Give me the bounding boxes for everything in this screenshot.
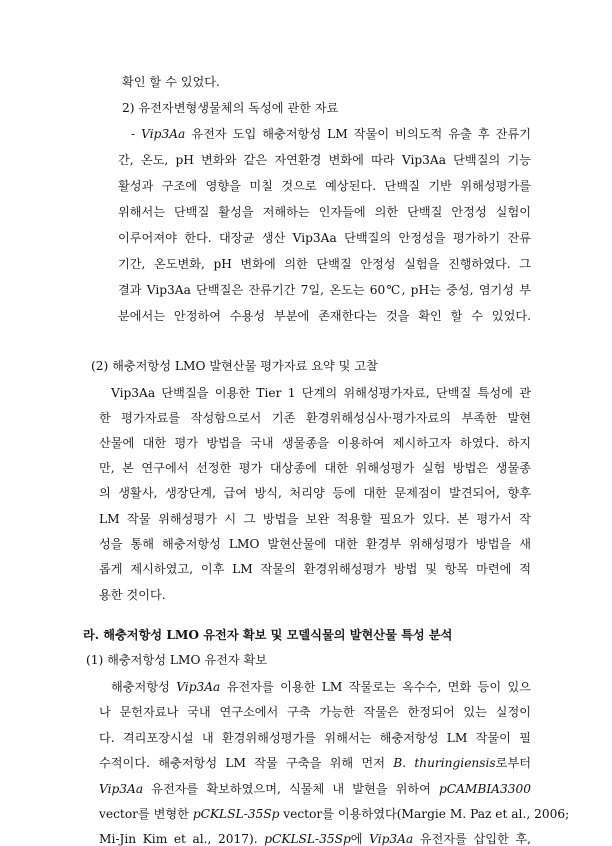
- section-heading-summary: (2) 해충저항성 LMO 발현산물 평가자료 요약 및 고찰: [91, 359, 378, 373]
- text-run: Mi-Jin Kim et al., 2017).: [99, 832, 265, 846]
- text-run: 활성과 구조에 영향을 미칠 것으로 예상된다. 단백질 기반 위해성평가를: [118, 179, 531, 193]
- paragraph-line: [99, 512, 531, 526]
- paragraph-line: [118, 231, 531, 245]
- text-run: 결과 Vip3Aa 단백질은 잔류기간 7일, 온도는 60℃, pH는 중성, 염기성 부: [118, 283, 531, 297]
- paragraph-line: [131, 127, 531, 141]
- italic-term: Vip3Aa: [99, 782, 144, 796]
- paragraph-line: [118, 205, 531, 219]
- text-run: 만, 본 연구에서 선정한 평가 대상종에 대한 위해성평가 실험 방법은 생물종: [99, 461, 531, 475]
- section-heading-toxicity: 2) 유전자변형생물체의 독성에 관한 자료: [122, 101, 339, 115]
- text-run: 유전자 도입 해충저항성 LM 작물이 비의도적 유출 후 잔류기: [185, 127, 531, 141]
- paragraph-line: [99, 731, 531, 745]
- text-run: 로부터: [495, 756, 531, 770]
- text-run: 수적이다. 해충저항성 LM 작물 구축을 위해 먼저: [99, 756, 394, 770]
- text-run: 유전자를 확보하였으며, 식물체 내 발현을 위하여: [143, 782, 439, 796]
- paragraph-line: [99, 588, 166, 602]
- paragraph-line: [111, 680, 531, 694]
- text-run: 해충저항성: [111, 680, 177, 694]
- italic-term: B. thuringiensis: [393, 756, 496, 770]
- paragraph-line: [111, 386, 531, 400]
- paragraph-line: [99, 461, 531, 475]
- text-run: 유전자를 삽입한 후,: [413, 832, 531, 846]
- paragraph-line: [99, 807, 570, 821]
- text-run: 기간, 온도변화, pH 변화에 의한 단백질 안정성 실험을 진행하였다. 그: [118, 257, 531, 271]
- italic-term: pCKLSL-35Sp: [264, 832, 351, 846]
- text-run: Vip3Aa 단백질을 이용한 Tier 1 단계의 위해성평가자료, 단백질 특성에 관: [111, 386, 531, 400]
- italic-term: pCKLSL-35Sp: [192, 807, 280, 821]
- text-run: 한 평가자료를 작성함으로서 기존 환경위해성심사·평가자료의 부족한 발현: [99, 411, 531, 425]
- paragraph-line: [99, 562, 531, 576]
- text-run: LM 작물 위해성평가 시 그 방법을 보완 적용할 필요가 있다. 본 평가서 작: [99, 512, 531, 526]
- section-heading-ra: 라. 해충저항성 LMO 유전자 확보 및 모델식물의 발현산물 특성 분석: [83, 628, 453, 642]
- paragraph-line: [118, 153, 531, 167]
- paragraph-line: [99, 832, 531, 846]
- text-run: 위해서는 단백질 활성을 저해하는 인자들에 의한 단백질 안정성 실험이: [118, 205, 531, 219]
- text-run: 롭게 제시하였고, 이후 LM 작물의 환경위해성평가 방법 및 항목 마련에 적: [99, 562, 531, 576]
- subsection-heading-gene: (1) 해충저항성 LMO 유전자 확보: [86, 653, 268, 667]
- paragraph-line: [99, 486, 531, 500]
- text-run: -: [131, 127, 142, 141]
- italic-term: Vip3Aa: [141, 127, 186, 141]
- paragraph-line: [118, 309, 531, 323]
- text-run: 분에서는 안정하여 수용성 부분에 존재한다는 것을 확인 할 수 있었다.: [118, 309, 531, 323]
- text-run: 성을 통해 해충저항성 LMO 발현산물에 대한 환경부 위해성평가 방법을 새: [99, 537, 531, 551]
- text-run: 다. 격리포장시설 내 환경위해성평가를 위해서는 해충저항성 LM 작물이 필: [99, 731, 531, 745]
- text-run: 나 문헌자료나 국내 연구소에서 구축 가능한 작물은 한정되어 있는 실정이: [99, 705, 531, 719]
- text-run: 산물에 대한 평가 방법을 국내 생물종을 이용하여 제시하고자 하였다. 하지: [99, 436, 531, 450]
- text-run: 유전자를 이용한 LM 작물로는 옥수수, 면화 등이 있으: [220, 680, 531, 694]
- text-run: 의 생활사, 생장단계, 급여 방식, 처리양 등에 대한 문제점이 발견되어, 향후: [99, 486, 531, 500]
- paragraph-line: [99, 782, 531, 796]
- paragraph-line: [99, 756, 531, 770]
- paragraph-line: [118, 257, 531, 271]
- paragraph-line: [118, 179, 531, 193]
- text-run: 이루어져야 한다. 대장균 생산 Vip3Aa 단백질의 안정성을 평가하기 잔류: [118, 231, 531, 245]
- paragraph-line: [99, 705, 531, 719]
- paragraph-line: [99, 411, 531, 425]
- paragraph-line: [99, 537, 531, 551]
- text-run: vector를 이용하였다(Margie M. Paz et al., 2006;: [279, 807, 570, 821]
- paragraph-line: [118, 283, 531, 297]
- continuation-text: 확인 할 수 있었다.: [122, 75, 220, 89]
- italic-term: pCAMBIA3300: [439, 782, 531, 796]
- text-run: 에: [350, 832, 370, 846]
- text-run: vector를 변형한: [99, 807, 193, 821]
- text-run: 용한 것이다.: [99, 588, 166, 602]
- text-run: 간, 온도, pH 변화와 같은 자연환경 변화에 따라 Vip3Aa 단백질의 기능: [118, 153, 531, 167]
- italic-term: Vip3Aa: [176, 680, 221, 694]
- italic-term: Vip3Aa: [369, 832, 414, 846]
- paragraph-line: [99, 436, 531, 450]
